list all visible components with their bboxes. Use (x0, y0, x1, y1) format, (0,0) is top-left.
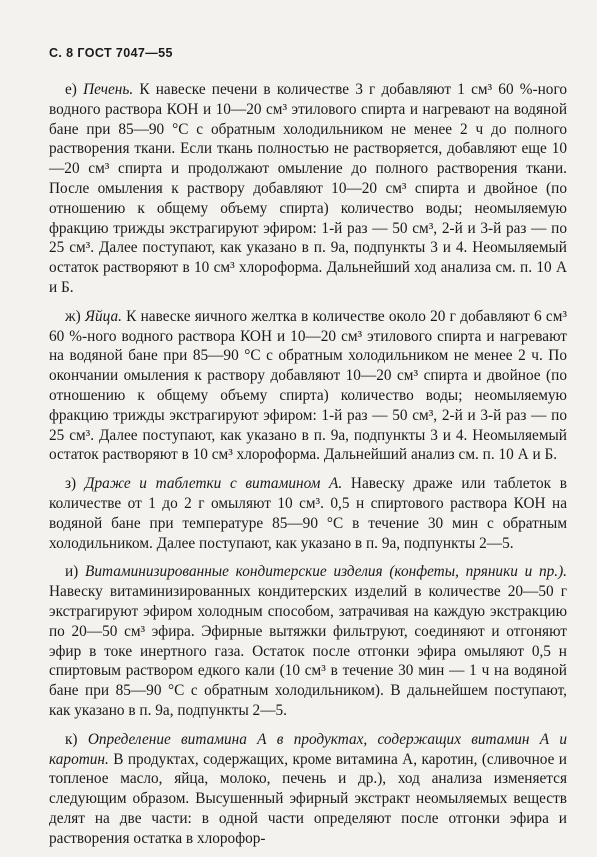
item-heading: Печень. (83, 81, 134, 98)
item-body: В продуктах, содержащих, кроме витамина А, каротин, (сливочное и топленое масло, яйца, молоко, печень и др.), ход анализа изменяется следующим образом. Высушенный эфирный экстракт неомыляемых веществ делят на две части: в одной части определяют после отгонки эфира и растворения остатка в хлорофор- (49, 750, 567, 847)
item-marker: е) (65, 81, 84, 98)
paragraph-dragee-tablets (49, 474, 567, 553)
paragraph-vitamin-a-carotene (49, 730, 567, 849)
item-heading: Витаминизированные кондитерские изделия (конфеты, пряники и пр.). (85, 563, 567, 581)
paragraph-eggs (49, 307, 567, 465)
item-marker: и) (65, 563, 85, 581)
item-marker: з) (65, 475, 85, 493)
item-marker: к) (65, 730, 88, 748)
item-heading: Определение витамина А в продуктах, содержащих витамин А и каротин. (49, 730, 567, 768)
page-header: С. 8 ГОСТ 7047—55 (49, 46, 173, 60)
item-heading: Драже и таблетки с витамином А. (84, 475, 343, 493)
paragraph-confectionery (49, 562, 567, 720)
item-marker: ж) (65, 307, 85, 325)
item-body: Навеску витаминизированных кондитерских изделий в количестве 20—50 г экстрагируют эфиром холодным способом, затрачивая на каждую экстракцию по 20—50 см³ эфира. Эфирные вытяжки фильтруют, соединяют и отгоняют эфир в токе инертного газа. Остаток после отгонки эфира омыляют 0,5 н спиртовым раствором едкого кали (10 см³ в течение 30 мин — 1 ч на водяной бане при 85—90 °С с обратным холодильником). В дальнейшем поступают, как указано в п. 9а, подпункты 2—5. (49, 583, 567, 719)
paragraph-liver (49, 80, 567, 298)
item-body: К навеске печени в количестве 3 г добавляют 1 см³ 60 %-ного водного раствора КОН и 10—20 см³ этилового спирта и нагревают на водяной бане при 85—90 °С с обратным холодильником не менее 2 ч до полного растворения ткани. Если ткань полностью не растворяется, добавляют еще 10—20 см³ спирта и продолжают омыление до полного растворения ткани. После омыления к раствору добавляют 10—20 см³ спирта и двойное (по отношению к общему объему спирта) количество воды; неомыляемую фракцию трижды экстрагируют эфиром: 1-й раз — 50 см³, 2-й и 3-й раз — по 25 см³. Далее поступают, как указано в п. 9а, подпункты 3 и 4. Неомыляемый остаток растворяют в 10 см³ хлороформа. Дальнейший ход анализа см. п. 10 А и Б. (49, 81, 567, 296)
item-body: Навеску драже или таблеток в количестве от 1 до 2 г омыляют 10 см³. 0,5 н спиртового раствора КОН на водяной бане при температуре 85—90 °С в течение 30 мин с обратным холодильником. Далее поступают, как указано в п. 9а, подпункты 2—5. (49, 475, 567, 552)
item-body: К навеске яичного желтка в количестве около 20 г добавляют 6 см³ 60 %-ного водного раствора КОН и 10—20 см³ этилового спирта и нагревают на водяной бане при 85—90 °С с обратным холодильником не менее 2 ч. По окончании омыления к раствору добавляют 10—20 см³ спирта и двойное (по отношению к общему объему спирта) количество воды; неомыляемую фракцию трижды экстрагируют эфиром: 1-й раз — 50 см³, 2-й и 3-й раз — по 25 см³. Далее поступают, как указано в п. 9а, подпункты 3 и 4. Неомыляемый остаток растворяют в 10 см³ хлороформа. Дальнейший анализ см. п. 10 А и Б. (49, 307, 567, 464)
item-heading: Яйца. (84, 307, 122, 325)
document-page (49, 46, 567, 857)
